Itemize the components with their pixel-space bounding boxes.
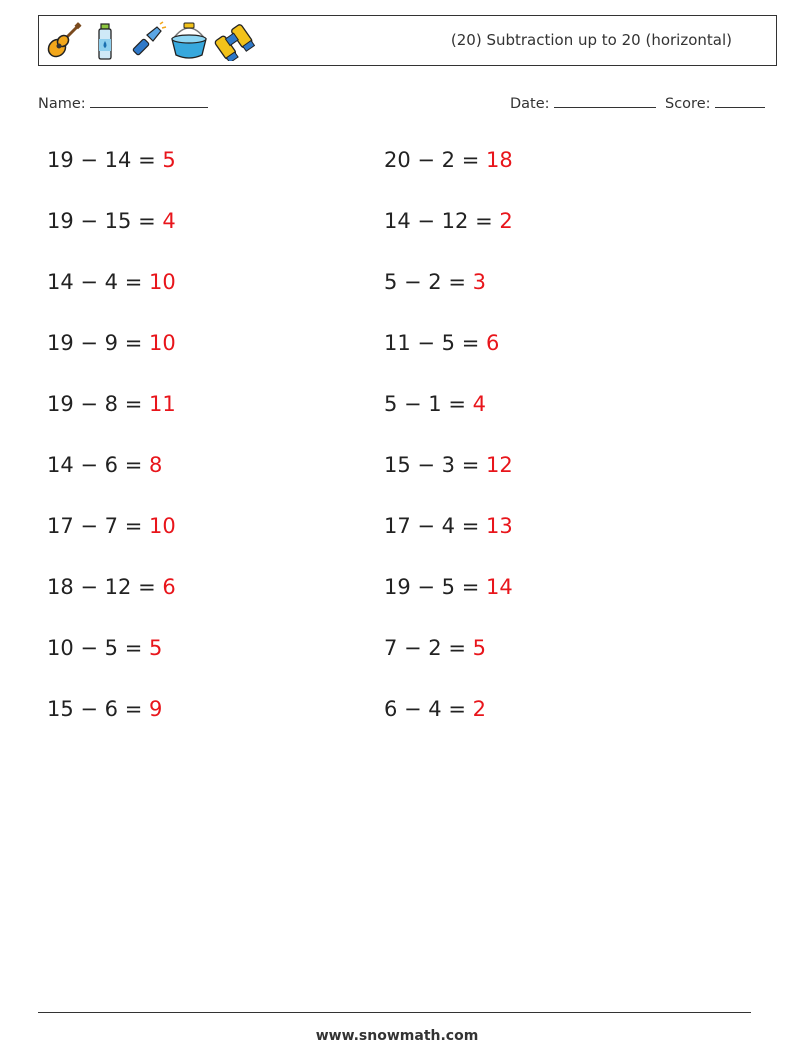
- problem-item: [47, 270, 176, 294]
- problem-question: 18 − 12 =: [47, 575, 163, 599]
- problem-question: 19 − 15 =: [47, 209, 163, 233]
- name-field: [38, 92, 208, 112]
- problem-answer: 4: [472, 392, 486, 416]
- problem-question: 17 − 4 =: [384, 514, 486, 538]
- problem-answer: 5: [472, 636, 486, 660]
- score-blank[interactable]: [715, 92, 765, 108]
- problem-question: 5 − 2 =: [384, 270, 473, 294]
- date-field: [510, 92, 656, 112]
- problem-question: 17 − 7 =: [47, 514, 149, 538]
- problem-question: 7 − 2 =: [384, 636, 473, 660]
- problem-item: [47, 392, 176, 416]
- date-label: Date:: [510, 96, 550, 112]
- problem-answer: 5: [162, 148, 176, 172]
- problem-answer: 9: [148, 697, 163, 721]
- problem-question: 10 − 5 =: [47, 636, 149, 660]
- problem-item: [384, 331, 499, 355]
- problem-item: [384, 453, 513, 477]
- problem-item: [384, 148, 513, 172]
- problem-answer: 6: [485, 331, 500, 355]
- footer-divider: [38, 1012, 751, 1013]
- problem-answer: 4: [162, 209, 176, 233]
- problem-item: [47, 209, 176, 233]
- problem-answer: 2: [472, 697, 486, 721]
- guitar-icon: [43, 21, 83, 61]
- problem-question: 14 − 12 =: [384, 209, 500, 233]
- bucket-icon: [169, 21, 209, 61]
- problem-item: [384, 392, 486, 416]
- problem-question: 15 − 3 =: [384, 453, 486, 477]
- problem-question: 19 − 14 =: [47, 148, 163, 172]
- problem-answer: 13: [485, 514, 513, 538]
- problem-answer: 2: [499, 209, 513, 233]
- problem-question: 19 − 9 =: [47, 331, 149, 355]
- problem-question: 5 − 1 =: [384, 392, 473, 416]
- problem-question: 14 − 4 =: [47, 270, 149, 294]
- problem-question: 11 − 5 =: [384, 331, 486, 355]
- score-label: Score:: [665, 96, 711, 112]
- problem-item: [47, 148, 176, 172]
- icon-strip: [39, 16, 255, 65]
- flashlight-icon: [127, 21, 167, 61]
- problem-answer: 10: [148, 331, 176, 355]
- problem-question: 15 − 6 =: [47, 697, 149, 721]
- problem-answer: 3: [472, 270, 486, 294]
- name-blank[interactable]: [90, 92, 208, 108]
- problem-item: [47, 331, 176, 355]
- problem-item: [384, 636, 486, 660]
- problem-item: [47, 636, 162, 660]
- problem-question: 19 − 5 =: [384, 575, 486, 599]
- problem-item: [47, 575, 176, 599]
- problem-item: [47, 453, 162, 477]
- problem-item: [47, 514, 176, 538]
- date-blank[interactable]: [554, 92, 656, 108]
- water-bottle-icon: [85, 21, 125, 61]
- problem-item: [384, 270, 486, 294]
- problem-answer: 5: [148, 636, 163, 660]
- problem-question: 19 − 8 =: [47, 392, 149, 416]
- score-field: [665, 92, 765, 112]
- problem-item: [384, 575, 513, 599]
- problem-question: 20 − 2 =: [384, 148, 486, 172]
- name-label: Name:: [38, 96, 86, 112]
- problem-item: [384, 697, 486, 721]
- problem-answer: 11: [148, 392, 176, 416]
- worksheet-title: (20) Subtraction up to 20 (horizontal): [450, 31, 732, 49]
- problem-answer: 6: [162, 575, 176, 599]
- problem-question: 6 − 4 =: [384, 697, 473, 721]
- binoculars-icon: [211, 21, 255, 61]
- problem-answer: 14: [485, 575, 513, 599]
- problem-item: [384, 209, 513, 233]
- problem-item: [384, 514, 513, 538]
- problem-question: 14 − 6 =: [47, 453, 149, 477]
- problem-answer: 18: [485, 148, 513, 172]
- problem-answer: 8: [148, 453, 163, 477]
- problem-item: [47, 697, 162, 721]
- problem-answer: 12: [485, 453, 513, 477]
- problem-answer: 10: [148, 270, 176, 294]
- footer-url: www.snowmath.com: [315, 1028, 479, 1044]
- problem-answer: 10: [148, 514, 176, 538]
- worksheet-header: [38, 15, 777, 66]
